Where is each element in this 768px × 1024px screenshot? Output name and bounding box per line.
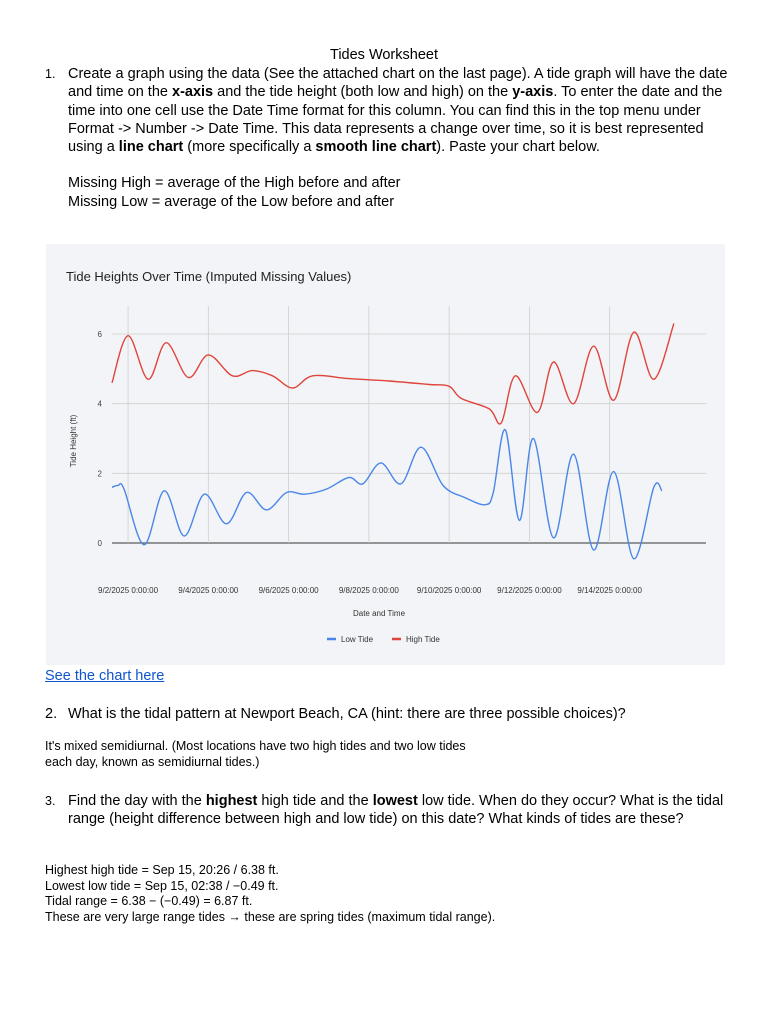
y-axis-label: Tide Height (ft) — [69, 414, 78, 468]
question-2 — [45, 705, 730, 723]
x-tick-label: 9/6/2025 0:00:00 — [258, 586, 319, 595]
answer-3-line-4: These are very large range tides → these are spring tides (maximum tidal range). — [45, 909, 496, 924]
chart-grid — [112, 306, 706, 543]
see-chart-link[interactable]: See the chart here — [45, 668, 165, 684]
x-tick-label: 9/12/2025 0:00:00 — [497, 586, 562, 595]
y-tick-label: 6 — [97, 330, 102, 339]
question-2-number: 2. — [45, 706, 58, 722]
chart-legend — [327, 635, 440, 644]
question-1-number: 1. — [45, 67, 56, 81]
chart-series — [112, 324, 674, 559]
y-tick-label: 2 — [97, 469, 102, 479]
y-tick-labels — [98, 330, 103, 548]
tide-chart — [46, 244, 725, 665]
chart-title: Tide Heights Over Time (Imputed Missing Values) — [66, 269, 352, 284]
x-tick-label: 9/8/2025 0:00:00 — [338, 586, 399, 595]
answer-3-line-1: Highest high tide = Sep 15, 20:26 / 6.38 ft. — [45, 863, 279, 877]
x-tick-labels — [98, 586, 642, 595]
answer-2-line-1: It's mixed semidiurnal. (Most locations have two high tides and two low tides — [45, 739, 466, 753]
x-tick-label: 9/4/2025 0:00:00 — [178, 586, 239, 595]
legend-label: Low Tide — [341, 635, 374, 644]
x-tick-label: 9/2/2025 0:00:00 — [98, 586, 159, 595]
answer-3-line-3: Tidal range = 6.38 − (−0.49) = 6.87 ft. — [45, 894, 253, 909]
y-tick-label: 0 — [97, 539, 102, 548]
low-tide-line — [112, 430, 662, 559]
x-tick-label: 9/10/2025 0:00:00 — [416, 586, 482, 595]
missing-low-note: Missing Low = average of the Low before and after — [68, 193, 395, 210]
x-axis-label: Date and Time — [352, 609, 406, 618]
question-2-answer — [45, 739, 735, 770]
answer-2-line-2: each day, known as semidiurnal tides.) — [45, 754, 260, 769]
question-3 — [45, 792, 730, 829]
question-3-text: Find the day with the highest high tide and the lowest low tide. When do they occur? What is the tidal range (height difference between high and low tide) on this date? What kinds of tides are these? — [68, 793, 724, 828]
y-tick-label: 4 — [97, 399, 102, 409]
missing-high-note: Missing High = average of the High before and after — [68, 175, 401, 192]
question-3-answer — [45, 863, 735, 925]
tide-chart-svg — [46, 244, 725, 665]
x-tick-label: 9/14/2025 0:00:00 — [577, 586, 642, 595]
page-title: Tides Worksheet — [330, 47, 438, 63]
question-1-text: Create a graph using the data (See the attached chart on the last page). A tide graph will have the date and time on the x-axis and the tide height (both low and high) on the y-axis. To enter the date and the time into one cell use the Date Time format for this column. You can find this in the top menu under Format -> Number -> Date Time. This data represents a change over time, so it is best represented using a line chart (more specifically a smooth line chart). Paste your chart below. — [68, 66, 728, 156]
question-3-number: 3. — [45, 794, 56, 808]
question-2-text: What is the tidal pattern at Newport Beach, CA (hint: there are three possible choices)? — [68, 706, 626, 722]
answer-3-line-2: Lowest low tide = Sep 15, 02:38 / −0.49 ft. — [45, 878, 279, 893]
legend-label: High Tide — [406, 635, 440, 644]
question-1 — [45, 65, 730, 211]
high-tide-line — [112, 324, 674, 424]
